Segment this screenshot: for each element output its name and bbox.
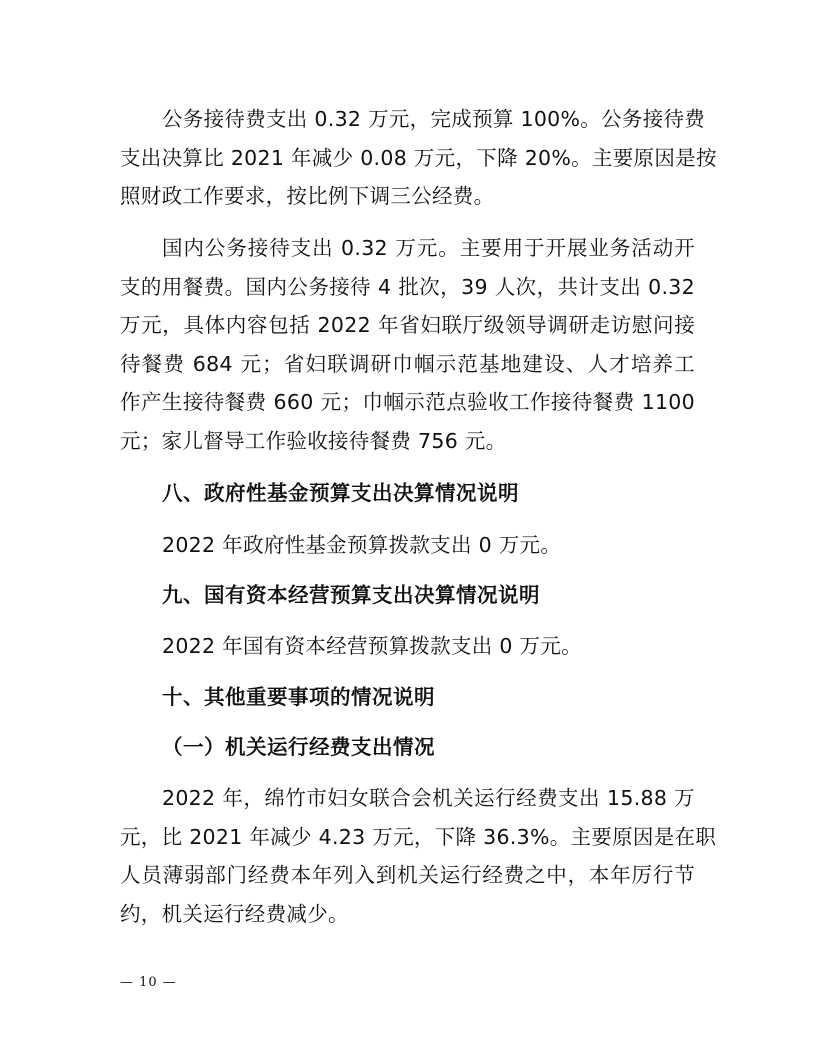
paragraph-line: 支的用餐费。国内公务接待 4 批次，39 人次，共计支出 0.32 bbox=[120, 274, 695, 299]
section-heading-9: 九、国有资本经营预算支出决算情况说明 bbox=[162, 583, 540, 607]
paragraph-line: 2022 年国有资本经营预算拨款支出 0 万元。 bbox=[162, 634, 582, 658]
subsection-heading-1: （一）机关运行经费支出情况 bbox=[162, 735, 435, 759]
paragraph-domestic-reception bbox=[120, 229, 695, 460]
paragraph-line: 照财政工作要求，按比例下调三公经费。 bbox=[120, 184, 495, 208]
paragraph-line: 元，比 2021 年减少 4.23 万元，下降 36.3%。主要原因是在职 bbox=[120, 824, 717, 849]
section-heading-8: 八、政府性基金预算支出决算情况说明 bbox=[162, 481, 519, 505]
paragraph-gov-fund bbox=[120, 526, 695, 565]
paragraph-line: 2022 年，绵竹市妇女联合会机关运行经费支出 15.88 万 bbox=[162, 786, 695, 810]
paragraph-line: 作产生接待餐费 660 元；巾帼示范点验收工作接待餐费 1100 bbox=[120, 390, 695, 414]
paragraph-line: 元；家儿督导工作验收接待餐费 756 元。 bbox=[120, 428, 507, 453]
paragraph-line: 国内公务接待支出 0.32 万元。主要用于开展业务活动开 bbox=[162, 236, 695, 260]
paragraph-line: 万元，具体内容包括 2022 年省妇联厅级领导调研走访慰问接 bbox=[120, 313, 695, 337]
section-heading-10: 十、其他重要事项的情况说明 bbox=[162, 685, 435, 709]
paragraph-operating-expense bbox=[120, 779, 717, 933]
page-number: — 10 — bbox=[120, 975, 177, 990]
paragraph-state-capital bbox=[120, 627, 695, 666]
paragraph-reception-expense bbox=[120, 100, 717, 216]
paragraph-line: 2022 年政府性基金预算拨款支出 0 万元。 bbox=[162, 533, 562, 557]
paragraph-line: 约，机关运行经费减少。 bbox=[120, 901, 349, 926]
paragraph-line: 支出决算比 2021 年减少 0.08 万元，下降 20%。主要原因是按 bbox=[120, 145, 717, 170]
paragraph-line: 人员薄弱部门经费本年列入到机关运行经费之中，本年厉行节 bbox=[120, 863, 695, 887]
paragraph-line: 待餐费 684 元；省妇联调研巾帼示范基地建设、人才培养工 bbox=[120, 351, 695, 376]
paragraph-line: 公务接待费支出 0.32 万元，完成预算 100%。公务接待费 bbox=[162, 107, 706, 131]
